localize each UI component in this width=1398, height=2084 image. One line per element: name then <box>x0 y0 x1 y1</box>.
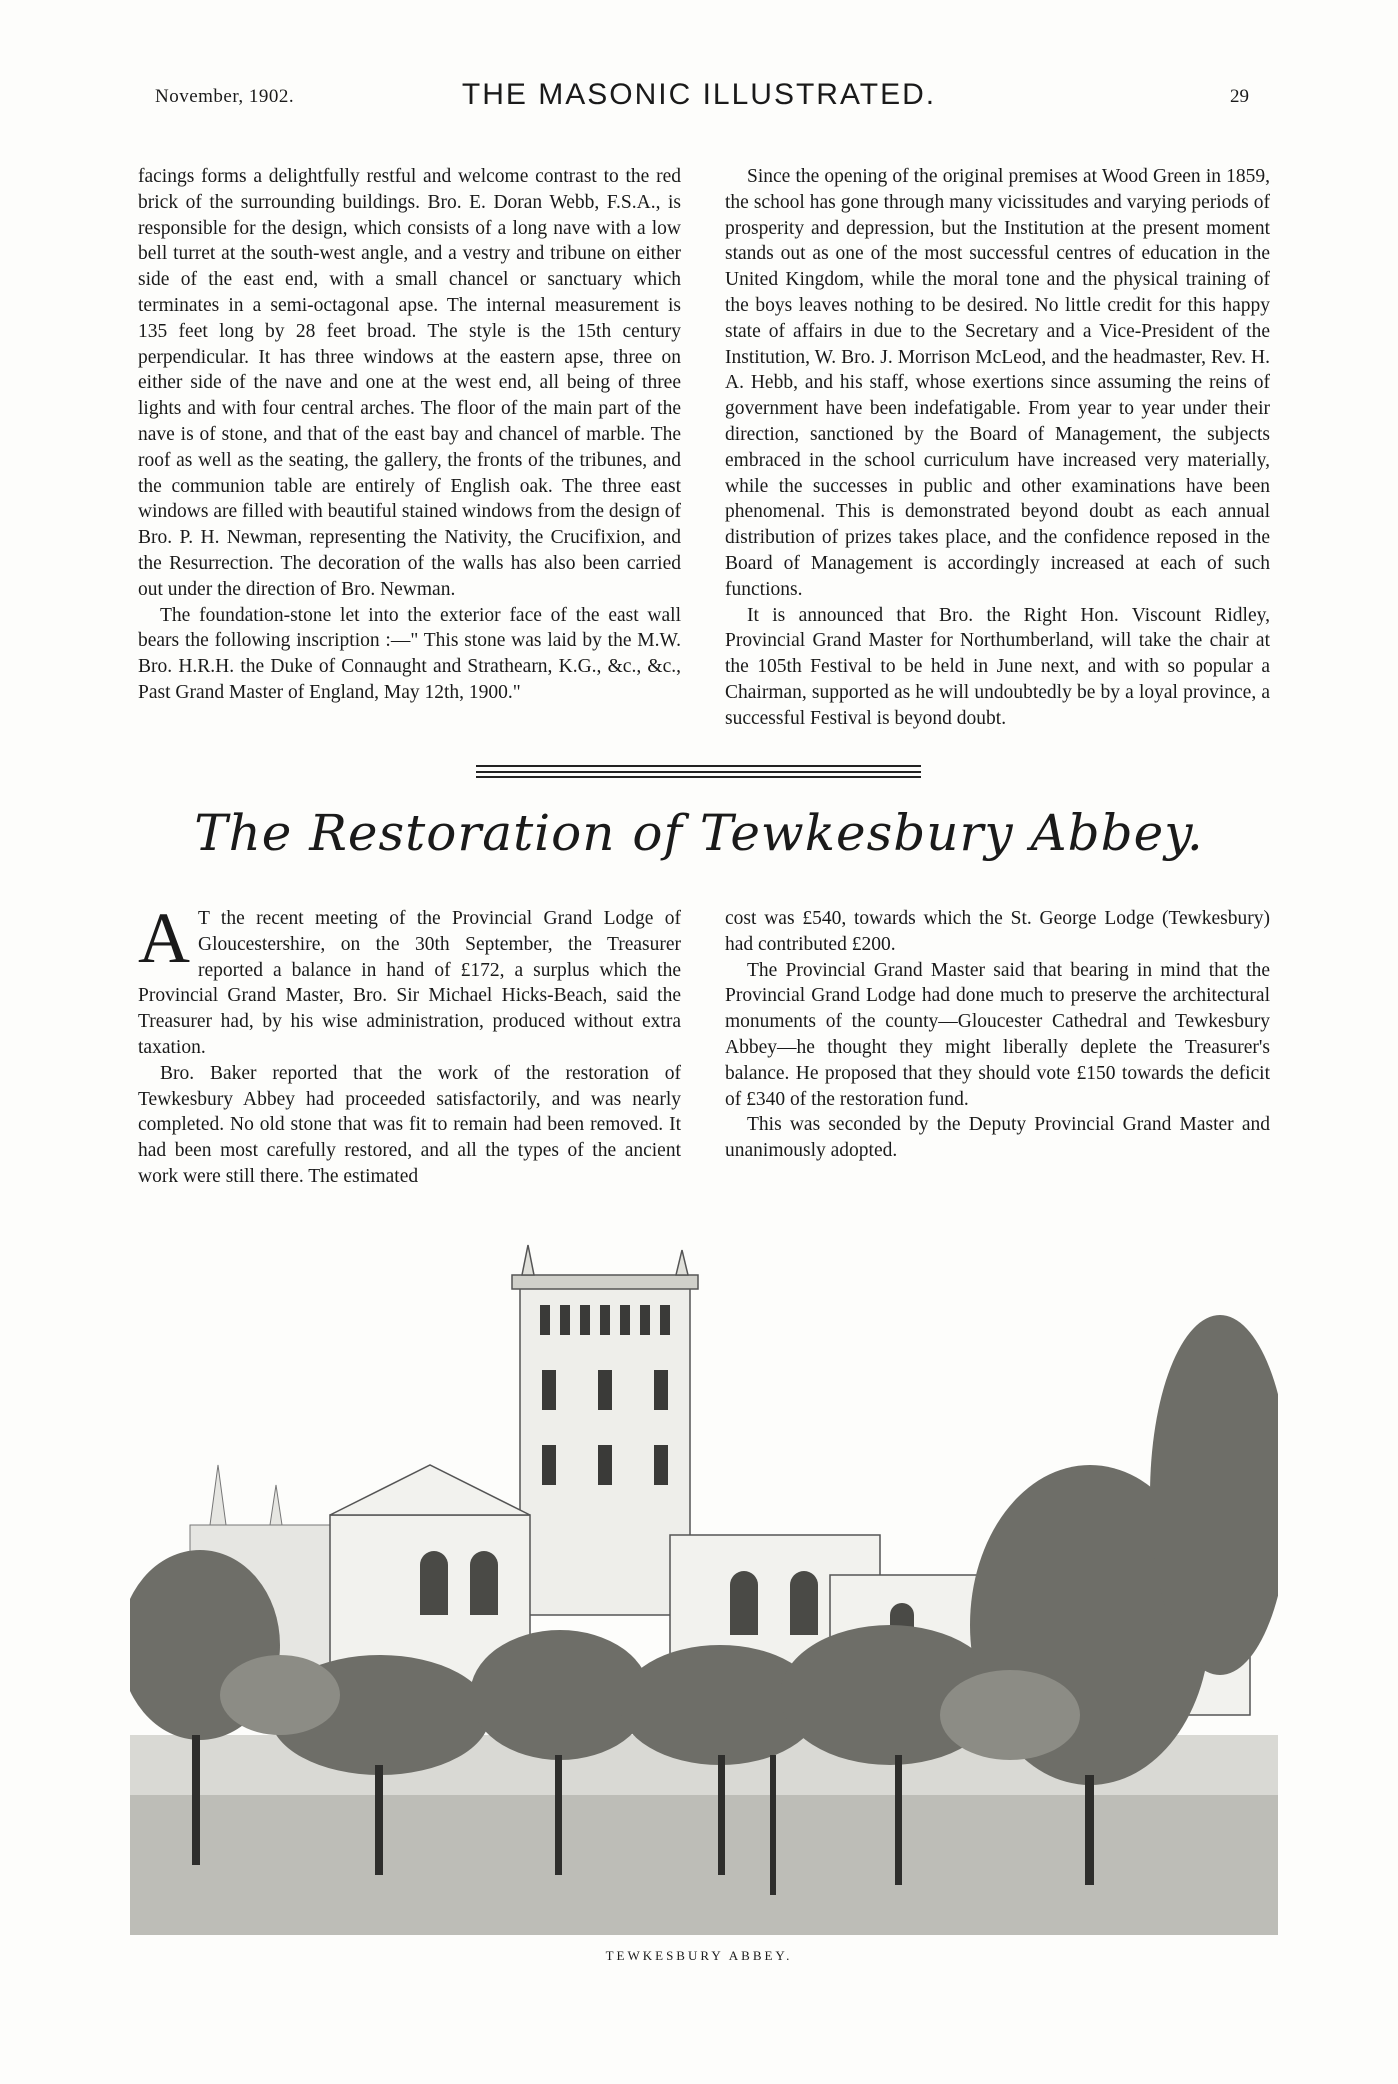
paragraph: Since the opening of the original premises at Wood Green in 1859, the school has gone through many vicissitudes and varying periods of prosperity and depression, but the Institution at the present moment stands out as one of the most successful centres of education in the United Kingdom, while the moral tone and the physical training of the boys leaves nothing to be desired. No little credit for this happy state of affairs in due to the Secretary and a Vice-President of the Institution, W. Bro. J. Morrison McLeod, and the headmaster, Rev. H. A. Hebb, and his staff, whose exertions since assuming the reins of government have been indefatigable. From year to year under their direction, sanctioned by the Board of Management, the subjects embraced in the school curriculum have increased very materially, while the successes in public and other examinations have been phenomenal. This is demonstrated beyond doubt as each annual distribution of prizes takes place, and the confidence reposed in the Board of Management is accordingly increased at each of such functions. <box>725 166 1270 600</box>
paragraph: The foundation-stone let into the exterior face of the east wall bears the following inscription :—" This stone was laid by the M.W. Bro. H.R.H. the Duke of Connaught and Strathearn, K.G., &c., &c., Past Grand Master of England, May 12th, 1900." <box>138 604 681 703</box>
section-rule <box>476 765 921 767</box>
section-rule <box>476 776 921 778</box>
column-4 <box>725 906 1270 1164</box>
abbey-illustration <box>130 1195 1278 1935</box>
article-title: The Restoration of Tewkesbury Abbey. <box>194 804 1204 862</box>
paragraph: Bro. Baker reported that the work of the restoration of Tewkesbury Abbey had proceeded satisfactorily, and was nearly completed. No old stone that was fit to remain had been removed. It had been most carefully restored, and all the types of the ancient work were still there. The estimated <box>138 1062 681 1187</box>
paragraph: facings forms a delightfully restful and welcome contrast to the red brick of the surrounding buildings. Bro. E. Doran Webb, F.S.A., is responsible for the design, which consists of a long nave with a low bell turret at the south-west angle, and a vestry and tribune on either side of the east end, with a small chancel or sanctuary which terminates in a semi-octagonal apse. The internal measurement is 135 feet long by 28 feet broad. The style is the 15th century perpendicular. It has three windows at the eastern apse, three on either side of the nave and one at the west end, all being of three lights and with four central arches. The floor of the main part of the nave is of stone, and that of the east bay and chancel of marble. The roof as well as the seating, the gallery, the fronts of the tribunes, and the communion table are entirely of English oak. The three east windows are filled with beautiful stained windows from the design of Bro. P. H. Newman, representing the Nativity, the Crucifixion, and the Resurrection. The decoration of the walls has also been carried out under the direction of Bro. Newman. <box>138 166 681 600</box>
issue-date: November, 1902. <box>155 86 295 107</box>
paragraph: The Provincial Grand Master said that bearing in mind that the Provincial Grand Lodge had done much to preserve the architectural monuments of the county—Gloucester Cathedral and Tewkesbury Abbey—he thought they might liberally deplete the Treasurer's balance. He proposed that they should vote £150 towards the deficit of £340 of the restoration fund. <box>725 959 1270 1110</box>
paragraph: It is announced that Bro. the Right Hon. Viscount Ridley, Provincial Grand Master for Northumberland, will take the chair at the 105th Festival to be held in June next, and with so popular a Chairman, supported as he will undoubtedly be by a loyal province, a successful Festival is beyond doubt. <box>725 604 1270 729</box>
abbey-photograph <box>130 1195 1278 1935</box>
column-1 <box>138 164 681 706</box>
figure-caption: TEWKESBURY ABBEY. <box>605 1948 793 1963</box>
page-number: 29 <box>1230 86 1249 107</box>
drop-cap: A <box>138 898 190 978</box>
column-2 <box>725 164 1270 732</box>
paragraph-text: T the recent meeting of the Provincial Grand Lodge of Gloucestershire, on the 30th September, the Treasurer reported a balance in hand of £172, a surplus which the Provincial Grand Master, Bro. Sir Michael Hicks-Beach, said the Treasurer had, by his wise administration, produced without extra taxation. <box>138 908 681 1058</box>
section-rule <box>476 771 921 773</box>
column-3 <box>138 898 681 1190</box>
paragraph-opening <box>138 898 681 1061</box>
paragraph: cost was £540, towards which the St. George Lodge (Tewkesbury) had contributed £200. <box>725 908 1270 955</box>
publication-title: THE MASONIC ILLUSTRATED. <box>461 78 937 111</box>
paragraph: This was seconded by the Deputy Provincial Grand Master and unanimously adopted. <box>725 1114 1270 1162</box>
